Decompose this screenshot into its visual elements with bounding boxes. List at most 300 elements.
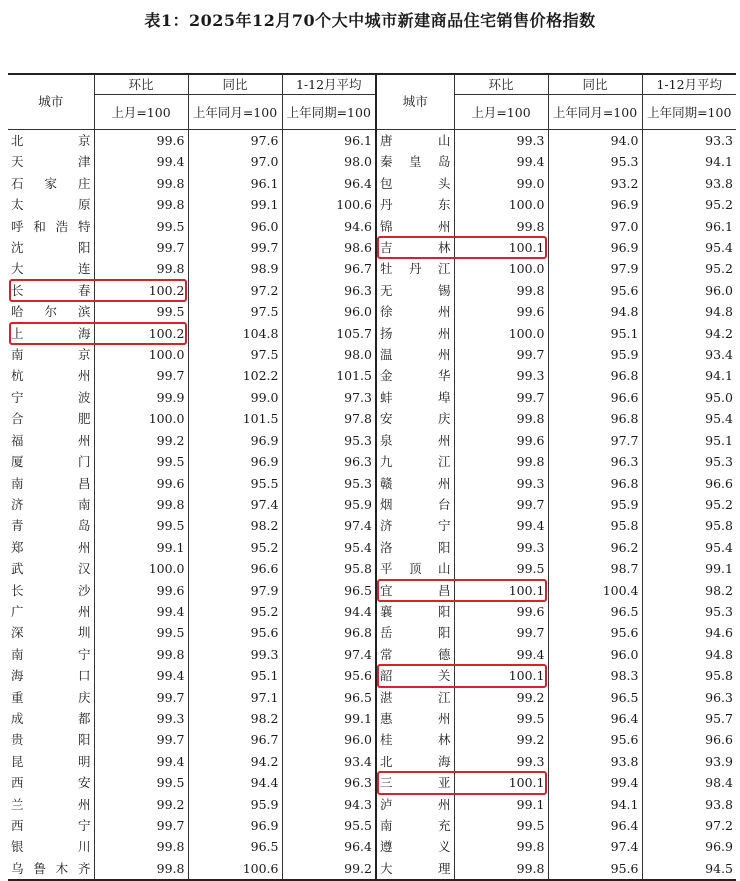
yoy-value-right: 93.2 xyxy=(548,173,642,194)
avg-value-right: 96.6 xyxy=(642,473,736,494)
table-row xyxy=(8,194,736,215)
yoy-value-left: 99.3 xyxy=(188,644,282,665)
city-name-right: 泉州 xyxy=(376,430,454,451)
avg-value-right: 94.8 xyxy=(642,644,736,665)
avg-value-right: 95.4 xyxy=(642,537,736,558)
table-row xyxy=(8,815,736,836)
city-name-right: 岳阳 xyxy=(376,622,454,643)
avg-value-left: 99.1 xyxy=(282,708,376,729)
yoy-value-left: 94.4 xyxy=(188,772,282,793)
city-name-right: 九江 xyxy=(376,451,454,472)
yoy-value-right: 96.9 xyxy=(548,194,642,215)
city-name-right: 唐山 xyxy=(376,130,454,152)
mom-value-right: 99.0 xyxy=(454,173,548,194)
mom-value-right: 99.5 xyxy=(454,815,548,836)
avg-value-left: 95.6 xyxy=(282,665,376,686)
table-row xyxy=(8,473,736,494)
yoy-value-left: 95.6 xyxy=(188,622,282,643)
avg-value-right: 95.7 xyxy=(642,708,736,729)
yoy-value-left: 96.1 xyxy=(188,173,282,194)
avg-value-left: 99.2 xyxy=(282,858,376,880)
yoy-value-right: 94.0 xyxy=(548,130,642,152)
avg-value-right: 98.2 xyxy=(642,580,736,601)
avg-value-left: 96.7 xyxy=(282,258,376,279)
mom-value-right: 99.3 xyxy=(454,365,548,386)
mom-value-left: 100.0 xyxy=(94,558,188,579)
table-title: 表1：2025年12月70个大中城市新建商品住宅销售价格指数 xyxy=(144,11,596,30)
city-name-left: 石家庄 xyxy=(11,175,91,191)
avg-value-right: 95.2 xyxy=(642,494,736,515)
avg-value-right: 93.8 xyxy=(642,794,736,815)
table-row xyxy=(8,622,736,643)
table-row xyxy=(8,751,736,772)
mom-value-left: 99.7 xyxy=(94,365,188,386)
avg-value-right: 94.2 xyxy=(642,323,736,344)
yoy-value-right: 96.2 xyxy=(548,537,642,558)
table-row xyxy=(8,644,736,665)
city-name-right: 扬州 xyxy=(376,323,454,344)
city-name-right: 北海 xyxy=(376,751,454,772)
avg-value-left: 95.9 xyxy=(282,494,376,515)
city-header-right: 城市 xyxy=(376,74,454,130)
city-name-left: 重庆 xyxy=(11,689,91,705)
highlight-box xyxy=(377,236,547,259)
city-name-right: 常德 xyxy=(376,644,454,665)
yoy-value-right: 95.9 xyxy=(548,344,642,365)
mom-value-left: 99.4 xyxy=(94,601,188,622)
yoy-value-right: 96.4 xyxy=(548,708,642,729)
table-row xyxy=(8,687,736,708)
avg-value-left: 101.5 xyxy=(282,365,376,386)
yoy-value-left: 94.2 xyxy=(188,751,282,772)
mom-value-right: 99.3 xyxy=(454,751,548,772)
avg-value-left: 96.3 xyxy=(282,280,376,301)
avg-value-right: 93.8 xyxy=(642,173,736,194)
city-name-left: 海口 xyxy=(11,668,91,684)
mom-value-right: 99.5 xyxy=(454,708,548,729)
yoy-value-right: 96.3 xyxy=(548,451,642,472)
mom-value-left: 99.8 xyxy=(94,836,188,857)
mom-header-right: 环比 xyxy=(454,74,548,95)
mom-value-left: 99.8 xyxy=(94,858,188,880)
highlight-box xyxy=(9,279,187,302)
city-name-right: 宜昌 xyxy=(376,580,454,601)
city-name-right: 安庆 xyxy=(376,408,454,429)
table-row xyxy=(8,601,736,622)
city-name-right: 济宁 xyxy=(376,515,454,536)
yoy-value-left: 97.9 xyxy=(188,580,282,601)
mom-value-right: 99.7 xyxy=(454,344,548,365)
table-row xyxy=(8,708,736,729)
mom-value-left: 99.2 xyxy=(94,794,188,815)
mom-value-left: 99.8 xyxy=(94,258,188,279)
avg-value-left: 97.4 xyxy=(282,515,376,536)
mom-subheader-left: 上月=100 xyxy=(94,95,188,130)
city-name-left: 杭州 xyxy=(11,368,91,384)
mom-value-left: 99.4 xyxy=(94,151,188,172)
avg-value-left: 98.0 xyxy=(282,151,376,172)
mom-value-right: 100.1 xyxy=(454,772,548,793)
yoy-value-right: 96.9 xyxy=(548,237,642,258)
avg-value-left: 96.4 xyxy=(282,173,376,194)
table-row xyxy=(8,558,736,579)
city-name-right: 三亚 xyxy=(376,772,454,793)
yoy-value-left: 95.2 xyxy=(188,537,282,558)
mom-value-left: 100.2 xyxy=(94,280,188,301)
yoy-value-left: 96.5 xyxy=(188,836,282,857)
table-row xyxy=(8,365,736,386)
mom-value-right: 100.1 xyxy=(454,237,548,258)
yoy-value-left: 95.1 xyxy=(188,665,282,686)
city-name-right: 平顶山 xyxy=(376,558,454,579)
yoy-value-left: 99.0 xyxy=(188,387,282,408)
table-row xyxy=(8,794,736,815)
table-row xyxy=(8,237,736,258)
avg-value-right: 93.4 xyxy=(642,344,736,365)
yoy-value-left: 98.2 xyxy=(188,515,282,536)
yoy-value-right: 99.4 xyxy=(548,772,642,793)
yoy-value-right: 96.4 xyxy=(548,815,642,836)
mom-value-right: 100.1 xyxy=(454,580,548,601)
mom-value-right: 99.8 xyxy=(454,216,548,237)
avg-value-left: 96.5 xyxy=(282,580,376,601)
city-name-right: 丹东 xyxy=(376,194,454,215)
yoy-value-right: 94.8 xyxy=(548,301,642,322)
avg-value-right: 95.3 xyxy=(642,451,736,472)
yoy-value-left: 97.1 xyxy=(188,687,282,708)
avg-subheader-left: 上年同期=100 xyxy=(282,95,376,130)
yoy-value-right: 96.5 xyxy=(548,687,642,708)
avg-value-right: 94.6 xyxy=(642,622,736,643)
city-name-right: 锦州 xyxy=(376,216,454,237)
city-header-left: 城市 xyxy=(8,74,94,130)
city-name-right: 惠州 xyxy=(376,708,454,729)
avg-value-right: 96.3 xyxy=(642,687,736,708)
yoy-value-right: 95.6 xyxy=(548,280,642,301)
mom-value-left: 100.0 xyxy=(94,344,188,365)
mom-value-left: 99.6 xyxy=(94,473,188,494)
avg-value-left: 97.3 xyxy=(282,387,376,408)
avg-value-left: 97.4 xyxy=(282,644,376,665)
city-name-left: 合肥 xyxy=(11,411,91,427)
mom-value-right: 99.4 xyxy=(454,151,548,172)
avg-value-right: 93.3 xyxy=(642,130,736,152)
yoy-header-left: 同比 xyxy=(188,74,282,95)
mom-value-left: 99.9 xyxy=(94,387,188,408)
yoy-value-right: 100.4 xyxy=(548,580,642,601)
city-name-left: 呼和浩特 xyxy=(11,218,91,234)
mom-value-left: 99.6 xyxy=(94,580,188,601)
avg-header-left: 1-12月平均 xyxy=(282,74,376,95)
mom-value-right: 99.4 xyxy=(454,515,548,536)
avg-value-right: 96.9 xyxy=(642,836,736,857)
avg-value-right: 99.1 xyxy=(642,558,736,579)
avg-value-left: 96.5 xyxy=(282,687,376,708)
avg-value-right: 95.2 xyxy=(642,258,736,279)
mom-value-right: 99.6 xyxy=(454,601,548,622)
yoy-value-right: 94.1 xyxy=(548,794,642,815)
yoy-value-left: 97.0 xyxy=(188,151,282,172)
table-row xyxy=(8,173,736,194)
avg-value-left: 94.3 xyxy=(282,794,376,815)
table-row xyxy=(8,301,736,322)
avg-value-left: 96.0 xyxy=(282,301,376,322)
mom-value-left: 99.5 xyxy=(94,622,188,643)
city-name-left: 北京 xyxy=(11,133,91,148)
avg-value-right: 95.4 xyxy=(642,237,736,258)
yoy-value-left: 96.9 xyxy=(188,815,282,836)
avg-value-left: 94.6 xyxy=(282,216,376,237)
table-row xyxy=(8,451,736,472)
mom-value-right: 99.6 xyxy=(454,430,548,451)
avg-value-left: 100.6 xyxy=(282,194,376,215)
yoy-value-left: 96.0 xyxy=(188,216,282,237)
yoy-value-right: 95.8 xyxy=(548,515,642,536)
table-row xyxy=(8,515,736,536)
mom-value-left: 99.5 xyxy=(94,451,188,472)
city-name-left: 大连 xyxy=(11,261,91,277)
table-row xyxy=(8,772,736,793)
city-name-left: 天津 xyxy=(11,154,91,170)
city-name-left: 哈尔滨 xyxy=(11,304,91,320)
yoy-value-right: 95.3 xyxy=(548,151,642,172)
city-name-left: 贵阳 xyxy=(11,732,91,748)
yoy-value-right: 95.1 xyxy=(548,323,642,344)
city-name-left: 青岛 xyxy=(11,518,91,534)
mom-value-right: 99.3 xyxy=(454,130,548,152)
avg-value-left: 96.4 xyxy=(282,836,376,857)
avg-value-left: 96.3 xyxy=(282,451,376,472)
avg-value-left: 94.4 xyxy=(282,601,376,622)
yoy-value-right: 97.7 xyxy=(548,430,642,451)
avg-value-left: 105.7 xyxy=(282,323,376,344)
yoy-value-left: 97.5 xyxy=(188,344,282,365)
table-row xyxy=(8,729,736,750)
mom-value-left: 99.7 xyxy=(94,815,188,836)
yoy-value-left: 100.6 xyxy=(188,858,282,880)
mom-value-left: 99.8 xyxy=(94,494,188,515)
avg-value-right: 94.5 xyxy=(642,858,736,880)
city-name-left: 济南 xyxy=(11,496,91,512)
city-name-right: 赣州 xyxy=(376,473,454,494)
mom-value-left: 99.5 xyxy=(94,515,188,536)
city-name-left: 广州 xyxy=(11,603,91,619)
yoy-subheader-right: 上年同月=100 xyxy=(548,95,642,130)
avg-value-left: 97.8 xyxy=(282,408,376,429)
city-name-left: 乌鲁木齐 xyxy=(8,858,94,880)
mom-value-right: 100.0 xyxy=(454,323,548,344)
city-name-left: 长春 xyxy=(11,282,91,298)
table-row xyxy=(8,836,736,857)
city-name-left: 银川 xyxy=(11,839,91,855)
yoy-subheader-left: 上年同月=100 xyxy=(188,95,282,130)
table-row xyxy=(8,130,736,152)
table-row xyxy=(8,430,736,451)
avg-value-left: 96.1 xyxy=(282,130,376,152)
avg-value-right: 94.1 xyxy=(642,151,736,172)
city-name-right: 牡丹江 xyxy=(376,258,454,279)
yoy-value-right: 96.6 xyxy=(548,387,642,408)
yoy-value-right: 96.0 xyxy=(548,644,642,665)
avg-value-right: 95.4 xyxy=(642,408,736,429)
city-name-left: 长沙 xyxy=(11,582,91,598)
table-row xyxy=(8,216,736,237)
table-row xyxy=(8,151,736,172)
city-name-left: 西宁 xyxy=(11,818,91,833)
table-row xyxy=(8,665,736,686)
avg-value-right: 96.6 xyxy=(642,729,736,750)
city-name-right: 桂林 xyxy=(376,729,454,750)
mom-value-left: 99.8 xyxy=(94,644,188,665)
city-name-right: 襄阳 xyxy=(376,601,454,622)
yoy-value-left: 104.8 xyxy=(188,323,282,344)
city-name-right: 徐州 xyxy=(376,301,454,322)
yoy-value-right: 98.3 xyxy=(548,665,642,686)
mom-value-right: 99.1 xyxy=(454,794,548,815)
mom-value-right: 100.0 xyxy=(454,194,548,215)
mom-value-left: 100.2 xyxy=(94,323,188,344)
yoy-value-left: 95.5 xyxy=(188,473,282,494)
mom-header-left: 环比 xyxy=(94,74,188,95)
avg-value-right: 98.4 xyxy=(642,772,736,793)
mom-value-right: 99.2 xyxy=(454,687,548,708)
city-name-right: 吉林 xyxy=(376,237,454,258)
yoy-value-left: 96.7 xyxy=(188,729,282,750)
yoy-value-left: 95.9 xyxy=(188,794,282,815)
mom-value-right: 100.0 xyxy=(454,258,548,279)
city-name-left: 昆明 xyxy=(11,753,91,769)
city-name-right: 温州 xyxy=(376,344,454,365)
avg-value-right: 95.8 xyxy=(642,515,736,536)
yoy-value-right: 95.6 xyxy=(548,622,642,643)
city-name-left: 深圳 xyxy=(11,625,91,641)
city-name-left: 兰州 xyxy=(11,796,91,812)
city-name-right: 蚌埠 xyxy=(376,387,454,408)
highlight-box xyxy=(377,771,547,794)
city-name-left: 成都 xyxy=(11,710,91,726)
table-row xyxy=(8,258,736,279)
highlight-box xyxy=(377,664,547,687)
avg-value-right: 94.1 xyxy=(642,365,736,386)
city-name-left: 上海 xyxy=(11,325,91,341)
avg-value-right: 95.1 xyxy=(642,430,736,451)
avg-value-left: 95.3 xyxy=(282,430,376,451)
avg-value-left: 96.8 xyxy=(282,622,376,643)
mom-value-left: 99.7 xyxy=(94,729,188,750)
mom-value-left: 99.6 xyxy=(94,130,188,152)
table-row xyxy=(8,858,736,880)
city-name-right: 泸州 xyxy=(376,794,454,815)
mom-value-right: 99.8 xyxy=(454,280,548,301)
mom-value-left: 99.4 xyxy=(94,665,188,686)
mom-value-right: 99.5 xyxy=(454,558,548,579)
yoy-value-right: 93.8 xyxy=(548,751,642,772)
yoy-value-right: 97.0 xyxy=(548,216,642,237)
table-row xyxy=(8,344,736,365)
mom-value-left: 99.7 xyxy=(94,687,188,708)
city-name-left: 南昌 xyxy=(11,475,91,491)
mom-value-left: 99.3 xyxy=(94,708,188,729)
mom-value-left: 99.8 xyxy=(94,194,188,215)
mom-value-right: 99.7 xyxy=(454,622,548,643)
avg-value-left: 96.3 xyxy=(282,772,376,793)
yoy-value-left: 101.5 xyxy=(188,408,282,429)
mom-value-right: 99.8 xyxy=(454,858,548,880)
yoy-value-right: 98.7 xyxy=(548,558,642,579)
price-index-table xyxy=(8,73,736,881)
yoy-value-right: 96.5 xyxy=(548,601,642,622)
city-name-left: 太原 xyxy=(11,197,91,213)
city-name-left: 厦门 xyxy=(11,454,91,470)
city-name-left: 西安 xyxy=(11,775,91,791)
mom-value-right: 99.3 xyxy=(454,473,548,494)
yoy-value-left: 97.5 xyxy=(188,301,282,322)
mom-value-left: 99.5 xyxy=(94,216,188,237)
yoy-value-left: 97.2 xyxy=(188,280,282,301)
city-name-right: 湛江 xyxy=(376,687,454,708)
avg-value-right: 95.8 xyxy=(642,665,736,686)
table-row xyxy=(8,387,736,408)
yoy-value-right: 97.9 xyxy=(548,258,642,279)
mom-value-left: 99.2 xyxy=(94,430,188,451)
avg-value-left: 93.4 xyxy=(282,751,376,772)
yoy-value-left: 102.2 xyxy=(188,365,282,386)
avg-value-right: 97.2 xyxy=(642,815,736,836)
mom-value-right: 99.8 xyxy=(454,836,548,857)
yoy-value-right: 95.6 xyxy=(548,729,642,750)
avg-value-right: 94.8 xyxy=(642,301,736,322)
mom-value-left: 99.8 xyxy=(94,173,188,194)
table-row xyxy=(8,408,736,429)
mom-value-right: 99.7 xyxy=(454,387,548,408)
mom-value-left: 99.4 xyxy=(94,751,188,772)
mom-value-right: 99.2 xyxy=(454,729,548,750)
yoy-value-left: 99.1 xyxy=(188,194,282,215)
mom-value-left: 99.1 xyxy=(94,537,188,558)
city-name-right: 包头 xyxy=(376,173,454,194)
yoy-value-right: 95.9 xyxy=(548,494,642,515)
yoy-value-right: 97.4 xyxy=(548,836,642,857)
avg-header-right: 1-12月平均 xyxy=(642,74,736,95)
table-body xyxy=(8,130,736,881)
avg-value-left: 98.6 xyxy=(282,237,376,258)
city-name-left: 郑州 xyxy=(11,539,91,555)
table-row xyxy=(8,494,736,515)
avg-value-right: 96.1 xyxy=(642,216,736,237)
city-name-right: 烟台 xyxy=(376,494,454,515)
avg-value-left: 98.0 xyxy=(282,344,376,365)
table-row xyxy=(8,580,736,601)
yoy-value-right: 96.8 xyxy=(548,408,642,429)
yoy-value-left: 98.9 xyxy=(188,258,282,279)
yoy-value-right: 95.6 xyxy=(548,858,642,880)
mom-value-left: 99.5 xyxy=(94,772,188,793)
mom-value-right: 99.3 xyxy=(454,537,548,558)
avg-subheader-right: 上年同期=100 xyxy=(642,95,736,130)
yoy-header-right: 同比 xyxy=(548,74,642,95)
avg-value-left: 96.0 xyxy=(282,729,376,750)
city-name-right: 大理 xyxy=(376,858,454,880)
highlight-box xyxy=(377,579,547,602)
city-name-right: 南充 xyxy=(376,815,454,836)
mom-value-right: 99.7 xyxy=(454,494,548,515)
mom-value-right: 100.1 xyxy=(454,665,548,686)
city-name-left: 沈阳 xyxy=(11,240,91,256)
yoy-value-left: 98.2 xyxy=(188,708,282,729)
yoy-value-left: 96.9 xyxy=(188,451,282,472)
yoy-value-left: 99.7 xyxy=(188,237,282,258)
city-name-left: 南京 xyxy=(11,347,91,363)
